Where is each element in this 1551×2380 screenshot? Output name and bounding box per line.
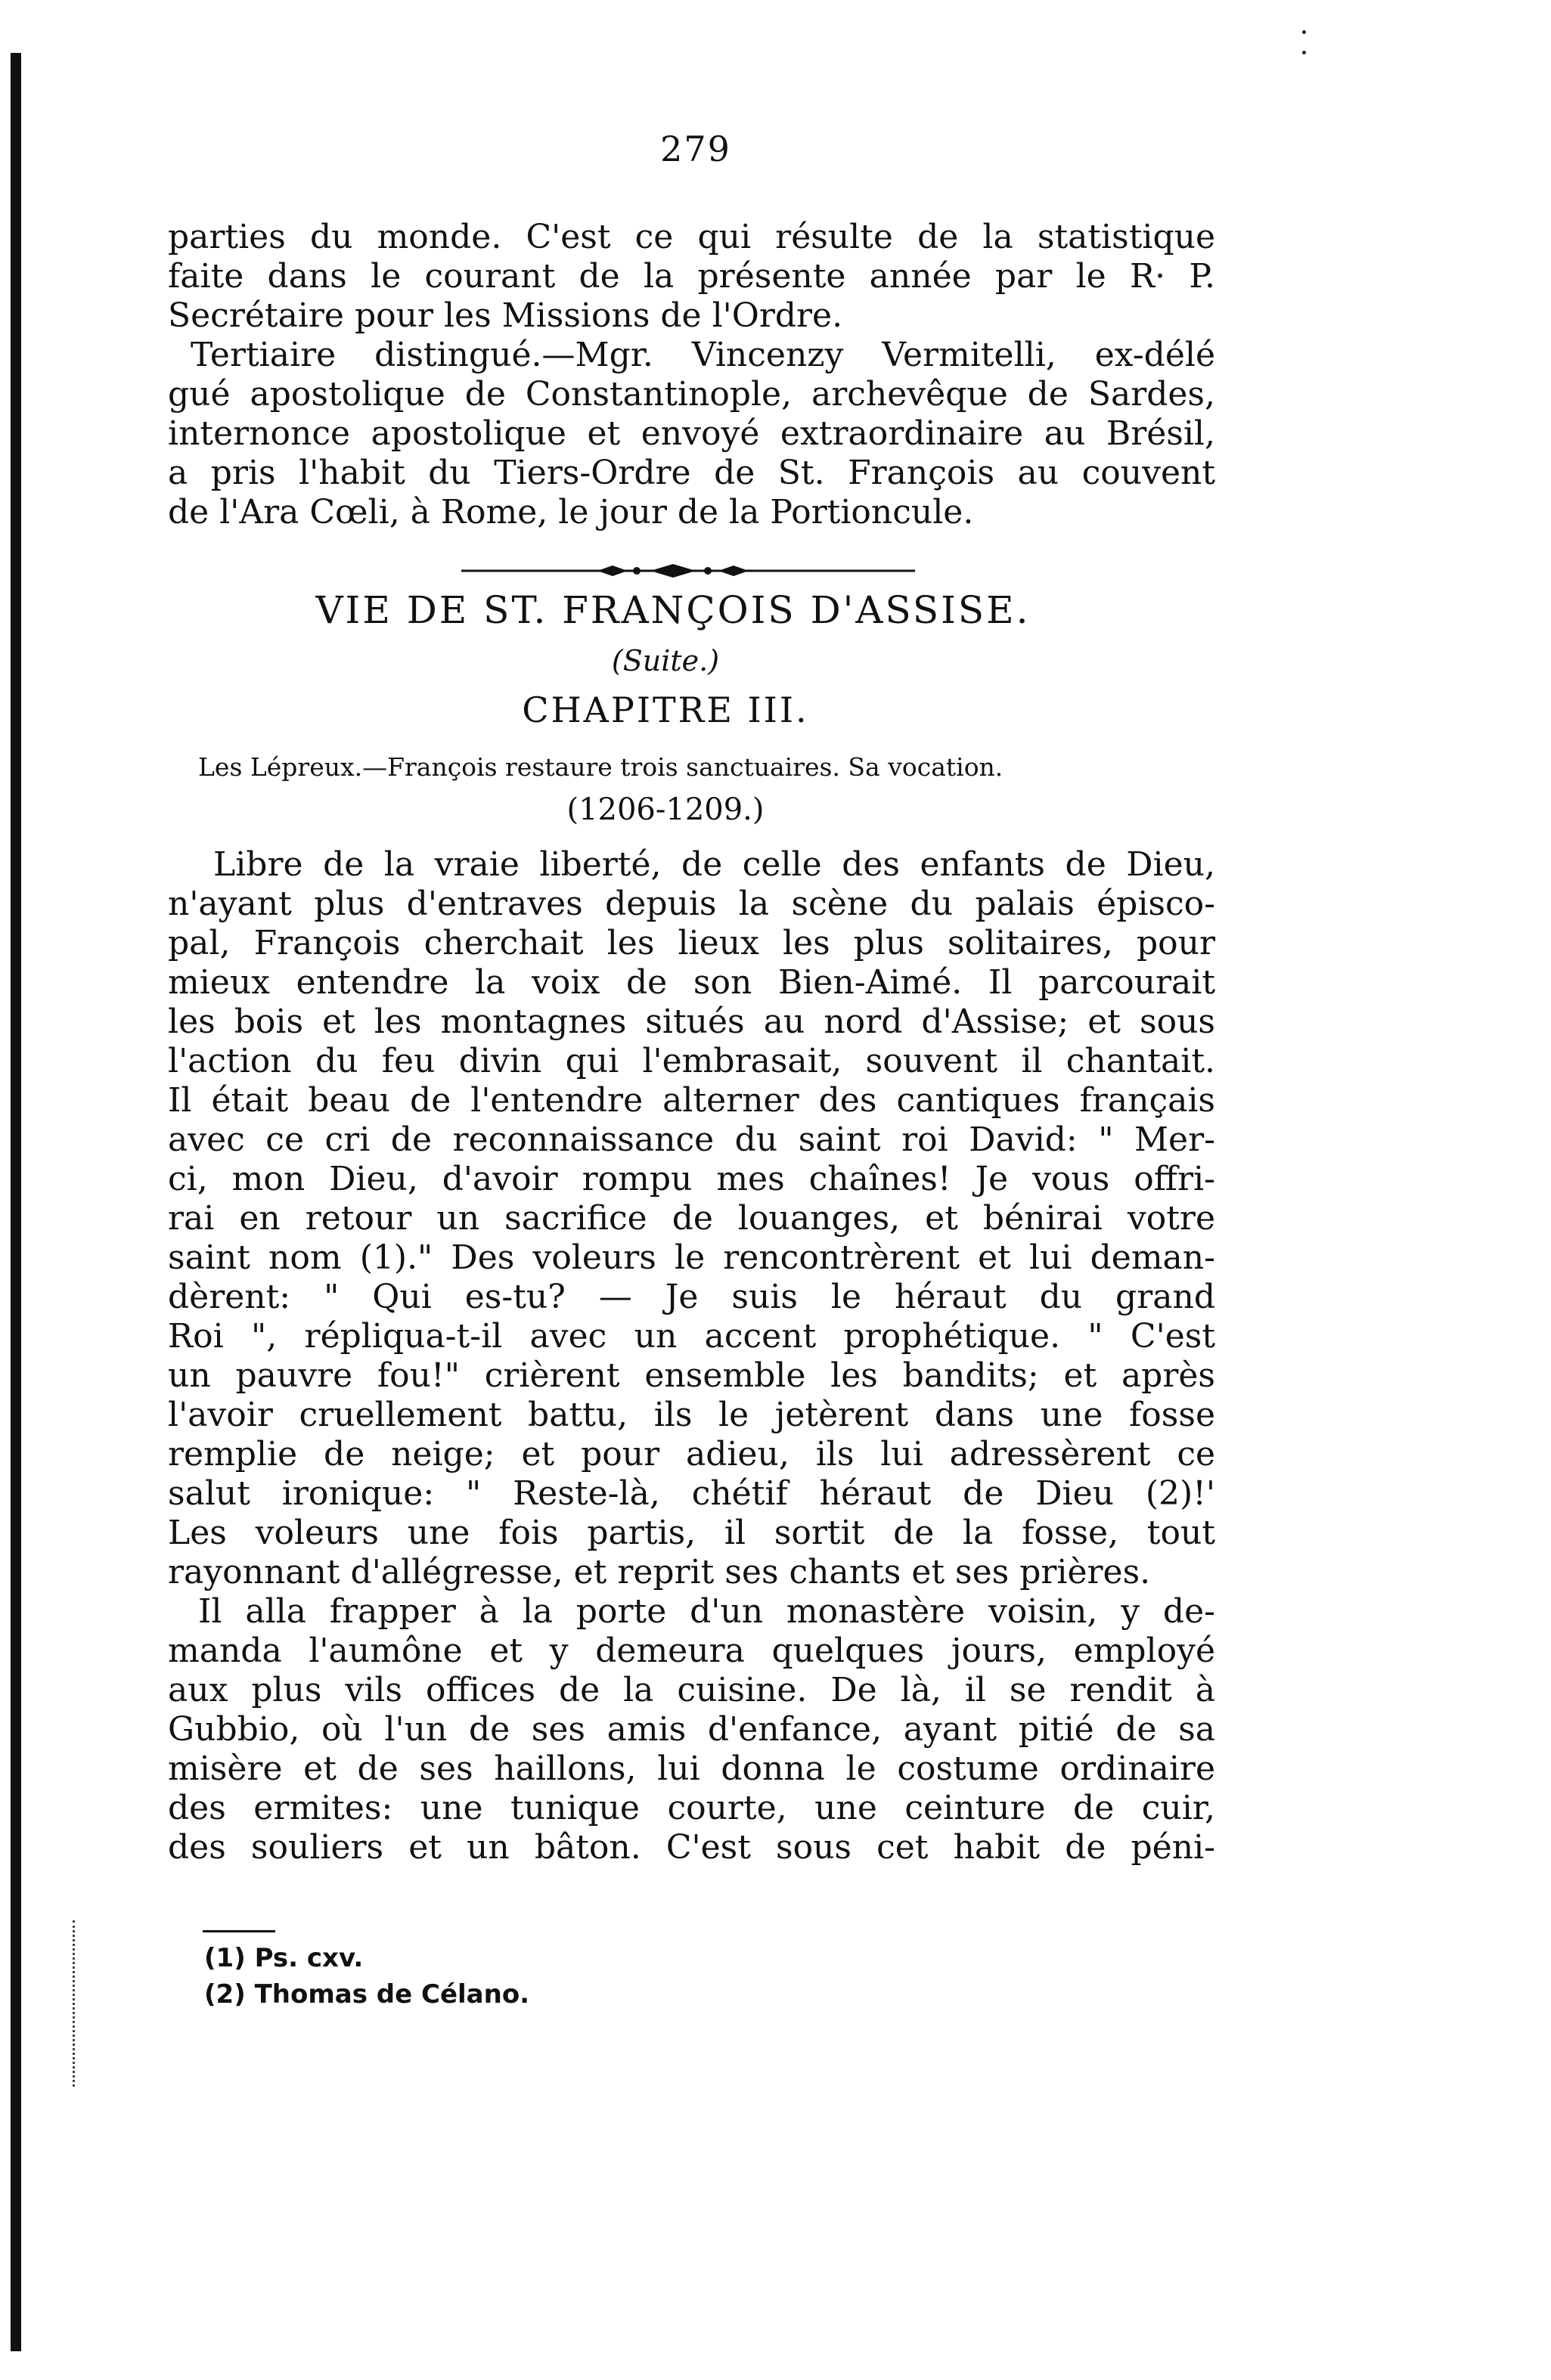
body-line: n'ayant plus d'entraves depuis la scène du palais épisco-: [168, 885, 1215, 923]
body-line: avec ce cri de reconnaissance du saint roi David: " Mer-: [168, 1120, 1215, 1159]
body-line: salut ironique: " Reste-là, chétif héraut de Dieu (2)!': [168, 1474, 1215, 1513]
page-number: 279: [660, 129, 731, 169]
body-line: aux plus vils offices de la cuisine. De là, il se rendit à: [168, 1671, 1215, 1709]
body-line: Libre de la vraie liberté, de celle des enfants de Dieu,: [213, 845, 1215, 884]
chapter-dates: (1206-1209.): [566, 792, 765, 827]
body-line: saint nom (1)." Des voleurs le rencontrèrent et lui deman-: [168, 1238, 1215, 1277]
body-line: rai en retour un sacrifice de louanges, et bénirai votre: [168, 1199, 1215, 1238]
body-line: ci, mon Dieu, d'avoir rompu mes chaînes! Je vous offri-: [168, 1160, 1215, 1198]
body-line: mieux entendre la voix de son Bien-Aimé. Il parcourait: [168, 963, 1215, 1002]
body-line: l'avoir cruellement battu, ils le jetèrent dans une fosse: [168, 1396, 1215, 1434]
intro-line: de l'Ara Cœli, à Rome, le jour de la Portioncule.: [168, 493, 974, 531]
ornament-divider: [461, 563, 915, 578]
intro-line: parties du monde. C'est ce qui résulte de la statistique: [168, 218, 1215, 256]
body-line: misère et de ses haillons, lui donna le costume ordinaire: [168, 1749, 1215, 1788]
margin-dots: [1302, 30, 1307, 60]
chapter-heading-subtitle: (Suite.): [611, 644, 720, 677]
footnote: (2) Thomas de Célano.: [204, 1979, 530, 2010]
body-line: un pauvre fou!" crièrent ensemble les bandits; et après: [168, 1356, 1215, 1395]
intro-line: Tertiaire distingué.—Mgr. Vincenzy Vermitelli, ex-délé: [191, 336, 1215, 374]
body-line: les bois et les montagnes situés au nord d'Assise; et sous: [168, 1003, 1215, 1041]
chapter-summary: Les Lépreux.—François restaure trois sanctuaires. Sa vocation.: [198, 752, 1003, 782]
body-line: l'action du feu divin qui l'embrasait, souvent il chantait.: [168, 1042, 1215, 1080]
body-line: dèrent: " Qui es-tu? — Je suis le héraut du grand: [168, 1278, 1215, 1316]
body-line: pal, François cherchait les lieux les plus solitaires, pour: [168, 924, 1215, 962]
intro-line: faite dans le courant de la présente année par le R· P.: [168, 257, 1215, 296]
body-line: Il était beau de l'entendre alterner des cantiques français: [168, 1081, 1215, 1120]
binding-shadow: [11, 53, 21, 2351]
footnote: (1) Ps. cxv.: [204, 1943, 364, 1973]
body-line: manda l'aumône et y demeura quelques jours, employé: [168, 1632, 1215, 1670]
chapter-number: CHAPITRE III.: [522, 690, 809, 730]
body-line: Gubbio, où l'un de ses amis d'enfance, ayant pitié de sa: [168, 1710, 1215, 1749]
body-line: Les voleurs une fois partis, il sortit de la fosse, tout: [168, 1514, 1215, 1552]
intro-line: a pris l'habit du Tiers-Ordre de St. François au couvent: [168, 454, 1215, 492]
body-line: Il alla frapper à la porte d'un monastère voisin, y de-: [198, 1592, 1215, 1631]
intro-line: internonce apostolique et envoyé extraordinaire au Brésil,: [168, 414, 1215, 453]
body-line: des souliers et un bâton. C'est sous cet habit de péni-: [168, 1828, 1215, 1867]
body-line: remplie de neige; et pour adieu, ils lui adressèrent ce: [168, 1435, 1215, 1474]
intro-line: Secrétaire pour les Missions de l'Ordre.: [168, 296, 843, 335]
chapter-heading-title: VIE DE ST. FRANÇOIS D'ASSISE.: [315, 588, 1031, 632]
body-line: Roi ", répliqua-t-il avec un accent prophétique. " C'est: [168, 1317, 1215, 1356]
body-line: rayonnant d'allégresse, et reprit ses chants et ses prières.: [168, 1553, 1151, 1591]
margin-speckle: [73, 1920, 78, 2087]
footnote-rule: [203, 1930, 275, 1932]
body-line: des ermites: une tunique courte, une ceinture de cuir,: [168, 1789, 1215, 1827]
intro-line: gué apostolique de Constantinople, archevêque de Sardes,: [168, 375, 1215, 414]
